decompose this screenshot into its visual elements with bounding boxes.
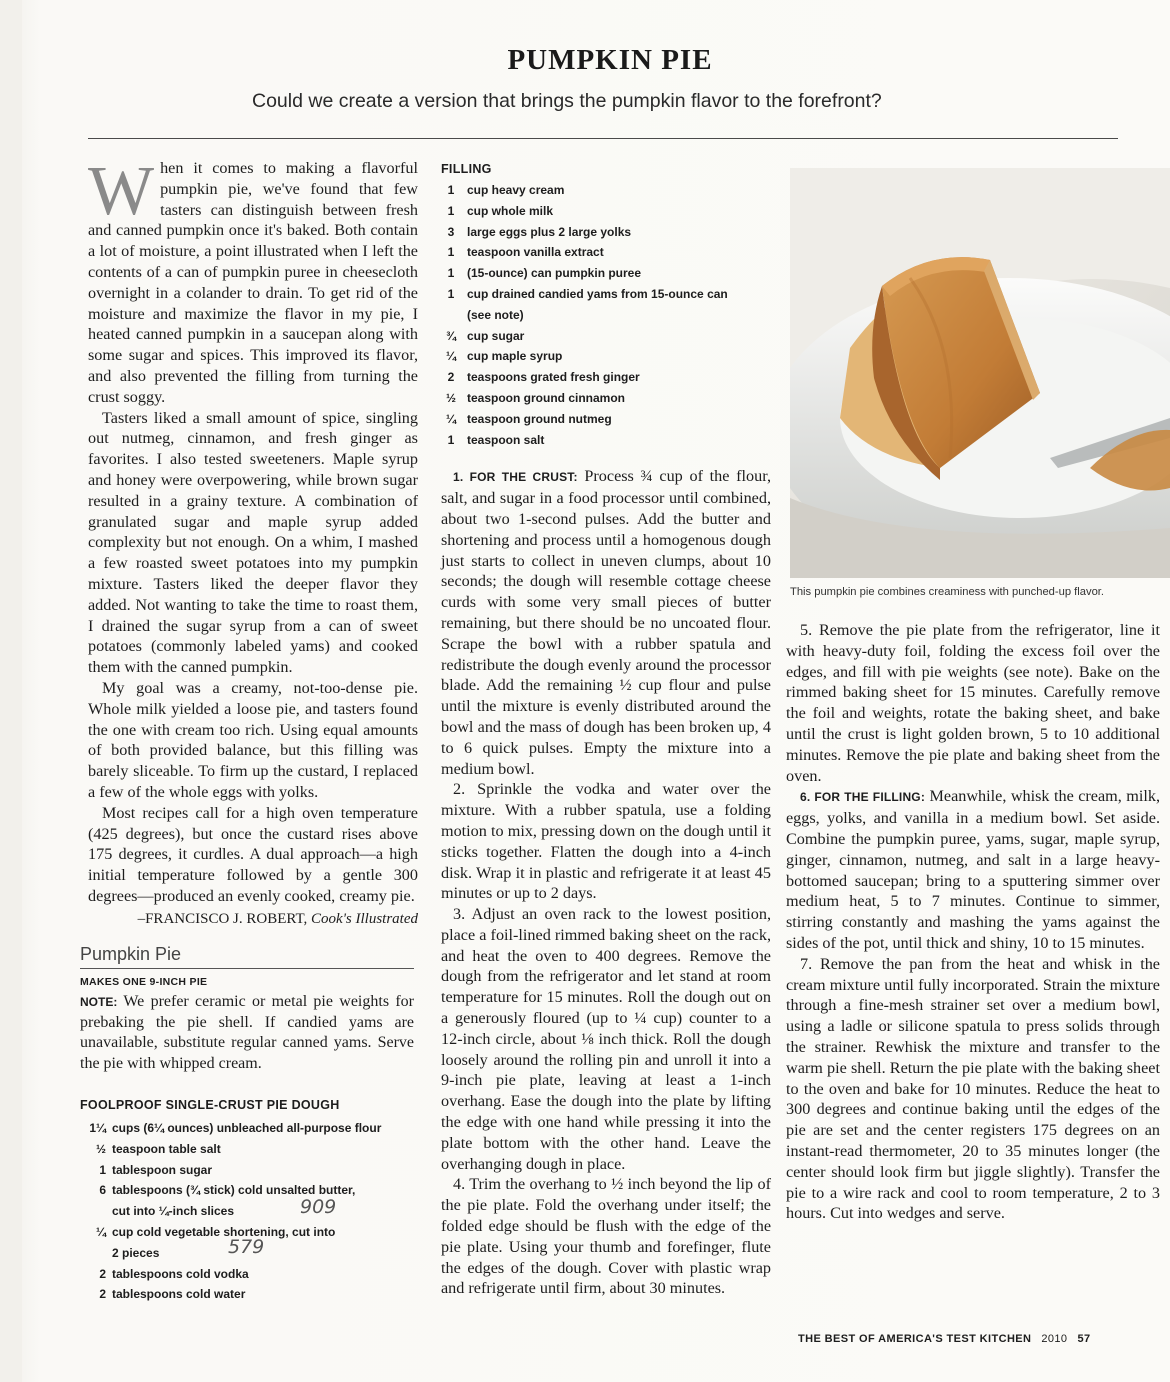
ingredient-quantity [441, 305, 467, 326]
ingredient-text: cup heavy cream [467, 183, 565, 197]
ingredient-text: cup sugar [467, 328, 525, 343]
ingredient-row [441, 326, 771, 347]
ingredient-text: teaspoon salt [467, 432, 545, 447]
filling-ingredient-list [441, 180, 771, 450]
footer-year: 2010 [1041, 1333, 1068, 1345]
ingredient-row [441, 409, 771, 430]
ingredient-row [441, 430, 771, 451]
ingredient-text: teaspoons grated fresh ginger [467, 370, 640, 385]
ingredient-quantity: 1 [99, 1162, 106, 1177]
step-7: 7. Remove the pan from the heat and whisk in the cream mixture until fully incorporated. Strain the mixture through a fine-mesh strainer set over a medium bowl, using a ladle or silicone spatula to press solids through the strainer. Rewhisk the mixture and transfer to the warm pie shell. Return the pie plate with the baking sheet to the oven and bake for 10 minutes. Reduce the heat to 300 degrees and continue baking until the edges of the pie are set and the center registers 175 degrees on an instant-read thermometer, 20 to 35 minutes longer (the center should look firm but jiggle slightly). Transfer the pie to a wire rack and cool to room temperature, 2 to 3 hours. Cut into wedges and serve. [786, 954, 1160, 1223]
step-4: 4. Trim the overhang to ½ inch beyond the lip of the pie plate. Fold the overhang under itself; the folded edge should be flush with the edge of the pie plate. Using your thumb and forefinger, flute the edges of the dough. Cover with plastic wrap and refrigerate until firm, about 30 minutes. [441, 1175, 771, 1298]
page-footer [798, 1333, 1091, 1345]
ingredient-row [441, 180, 771, 201]
ingredient-text: large eggs plus 2 large yolks [467, 224, 632, 239]
dough-ingredients [80, 1098, 420, 1305]
ingredient-quantity: 1 [447, 183, 455, 197]
ingredient-quantity: ¼ [445, 349, 456, 364]
step-6: 6. FOR THE FILLING: Meanwhile, whisk the cream, milk, eggs, yolks, and vanilla in a medium bowl. Set aside. Combine the pumpkin puree, yams, sugar, maple syrup, ginger, cinnamon, nutmeg, and salt in a large heavy-bottomed saucepan; bring to a sputtering simmer over medium heat, 5 to 7 minutes. Continue to simmer, stirring constantly and mashing the yams against the sides of the pot, until thick and shiny, 10 to 15 minutes. [786, 787, 1160, 952]
ingredient-text: teaspoon table salt [112, 1141, 221, 1156]
intro-essay [88, 153, 418, 929]
ingredient-quantity: 2 [447, 370, 455, 385]
ingredient-text: teaspoon ground nutmeg [467, 411, 612, 426]
ingredient-quantity: ¼ [445, 411, 456, 426]
recipe-note: NOTE: We prefer ceramic or metal pie weights for prebaking the pie shell. If candied yams are unavailable, substitute regular canned yams. Serve the pie with whipped cream. [80, 993, 415, 1072]
page-subtitle: Could we create a version that brings the pumpkin flavor to the forefront? [252, 90, 882, 112]
page-gutter-shadow [0, 0, 22, 1382]
ingredient-quantity [80, 1243, 112, 1264]
filling-heading: FILLING [441, 162, 492, 176]
recipe-header [80, 944, 414, 1074]
ingredient-quantity: 1¼ [89, 1121, 106, 1135]
ingredient-row [80, 1180, 420, 1201]
ingredient-row [441, 367, 771, 388]
recipe-title: Pumpkin Pie [80, 944, 414, 969]
page-number: 57 [1077, 1333, 1091, 1345]
ingredient-quantity: ½ [445, 390, 456, 405]
ingredient-text: cup maple syrup [467, 349, 563, 364]
intro-paragraph-3: My goal was a creamy, not-too-dense pie. Whole milk yielded a loose pie, and tasters found the one with cream too rich. Using equal amounts of both provided balance, but this filling was barely sliceable. To firm up the custard, I replaced a few of the whole eggs with yolks. [88, 678, 418, 801]
ingredient-text: cups (6¼ ounces) unbleached all-purpose flour [112, 1121, 382, 1135]
ingredient-text: cup drained candied yams from 15-ounce can [467, 286, 728, 301]
drop-cap: W [88, 153, 155, 230]
ingredient-quantity: 1 [447, 203, 455, 218]
step-1: 1. FOR THE CRUST: Process ¾ cup of the flour, salt, and sugar in a food processor until combined, about two 1-second pulses. Add the butter and shortening and process until a homogenous dough just starts to collect in uneven clumps, about 10 seconds; the dough will resemble cottage cheese curds with some very small pieces of butter remaining, but there should be no uncoated flour. Scrape the bowl with a rubber spatula and redistribute the dough evenly around the processor blade. Add the remaining ½ cup flour and pulse until the mixture is evenly distributed around the bowl and the mass of dough has been broken up, 4 to 6 quick pulses. Empty the mixture into a medium bowl. [441, 467, 771, 778]
dough-heading: FOOLPROOF SINGLE-CRUST PIE DOUGH [80, 1098, 340, 1112]
ingredient-text: teaspoon vanilla extract [467, 245, 604, 260]
ingredient-row [80, 1118, 420, 1139]
ingredient-quantity: 1 [447, 432, 455, 447]
ingredient-text: tablespoons cold water [112, 1287, 246, 1302]
ingredient-quantity: 1 [447, 286, 455, 301]
ingredient-row [441, 242, 771, 263]
ingredient-quantity: 2 [99, 1287, 106, 1302]
ingredient-text: cut into ¼-inch slices [112, 1204, 235, 1219]
ingredient-text: (15-ounce) can pumpkin puree [467, 266, 642, 281]
ingredient-quantity: ¼ [95, 1224, 106, 1239]
ingredient-text: tablespoons (¾ stick) cold unsalted butter, [112, 1183, 356, 1198]
ingredient-row [80, 1284, 420, 1305]
photo-caption: This pumpkin pie combines creaminess with punched-up flavor. [790, 586, 1105, 598]
right-column-steps [786, 620, 1160, 1224]
ingredient-row [441, 346, 771, 367]
ingredient-row [80, 1139, 420, 1160]
ingredient-text: tablespoons cold vodka [112, 1266, 249, 1281]
ingredient-row [80, 1201, 420, 1222]
dough-ingredient-list [80, 1118, 420, 1305]
page-title: PUMPKIN PIE [507, 44, 713, 76]
ingredient-text: 2 pieces [112, 1245, 160, 1260]
step-5: 5. Remove the pie plate from the refrigerator, line it with heavy-duty foil, folding the excess foil over the edges, and fill with pie weights (see note). Bake on the rimmed baking sheet for 15 minutes. Carefully remove the foil and weights, rotate the baking sheet, and bake until the crust is light golden brown, 5 to 10 additional minutes. Remove the pie plate and baking sheet from the oven. [786, 621, 1160, 785]
header-rule [88, 138, 1118, 139]
ingredient-quantity: ¾ [445, 328, 456, 343]
ingredient-text: (see note) [467, 307, 524, 322]
ingredient-quantity [80, 1201, 112, 1222]
ingredient-quantity: 3 [447, 224, 455, 239]
intro-paragraph-1: When it comes to making a flavorful pumpkin pie, we've found that few tasters can distinguish between fresh and canned pumpkin once it's baked. Both contain a lot of moisture, a point illustrated when I left the contents of a can of pumpkin puree in cheesecloth overnight in a colander to drain. To get rid of the moisture and maximize the flavor in my pie, I heated canned pumpkin in a saucepan along with some sugar and spices. This improved its flavor, and also prevented the filling from turning the crust soggy. [88, 153, 418, 406]
ingredient-quantity: 2 [99, 1266, 106, 1281]
recipe-steps [441, 466, 771, 1299]
ingredient-row [441, 263, 771, 284]
step-2: 2. Sprinkle the vodka and water over the mixture. With a rubber spatula, use a folding motion to mix, pressing down on the dough until it sticks together. Flatten the dough into a 4-inch disk. Wrap it in plastic and refrigerate it at least 45 minutes or up to 2 days. [441, 780, 771, 903]
ingredient-row [80, 1160, 420, 1181]
step-3: 3. Adjust an oven rack to the lowest position, place a foil-lined rimmed baking sheet on the rack, and heat the oven to 400 degrees. Remove the dough from the refrigerator and let stand at room temperature for 15 minutes. Roll the dough out on a generously floured (up to ¼ cup) counter to a 12-inch circle, about ⅛ inch thick. Roll the dough loosely around the rolling pin and unroll it into a 9-inch pie plate, leaving at least a 1-inch overhang. Ease the dough into the plate by lifting the edge with one hand while pressing it into the plate bottom with the other hand. Leave the overhanging dough in place. [441, 905, 771, 1173]
ingredient-quantity: 1 [447, 266, 455, 281]
ingredient-row [441, 222, 771, 243]
ingredient-row [441, 201, 771, 222]
ingredient-row [441, 305, 771, 326]
ingredient-text: cup cold vegetable shortening, cut into [112, 1224, 336, 1239]
ingredient-text: tablespoon sugar [112, 1162, 213, 1177]
ingredient-row [441, 388, 771, 409]
ingredient-text: teaspoon ground cinnamon [467, 390, 625, 405]
footer-book-title: THE BEST OF AMERICA'S TEST KITCHEN [798, 1333, 1032, 1345]
ingredient-quantity: 1 [447, 245, 455, 260]
byline: –FRANCISCO J. ROBERT, Cook's Illustrated [137, 910, 418, 927]
recipe-yield: MAKES ONE 9-INCH PIE [80, 976, 208, 988]
ingredient-row [80, 1264, 420, 1285]
handwritten-note-2: 579 [228, 1236, 265, 1258]
ingredient-row [441, 284, 771, 305]
ingredient-quantity: ½ [95, 1141, 106, 1156]
ingredient-quantity: 6 [99, 1183, 106, 1198]
intro-paragraph-2: Tasters liked a small amount of spice, singling out nutmeg, cinnamon, and fresh ginger as favorites. I also tested sweeteners. Maple syrup and honey were overpowering, while brown sugar resulted in a grainy texture. A combination of granulated sugar and maple syrup added complexity but not enough. On a whim, I mashed a few roasted sweet potatoes into my pumpkin mixture. Tasters liked the deeper flavor they added. Not wanting to take the time to roast them, I drained the sugar syrup from a can of sweet potatoes (commonly labeled yams) and cooked them with the canned pumpkin. [88, 408, 418, 677]
ingredient-text: cup whole milk [467, 203, 554, 218]
handwritten-note-1: 909 [300, 1196, 337, 1218]
filling-ingredients [441, 162, 771, 450]
intro-paragraph-4: Most recipes call for a high oven temperature (425 degrees), but once the custard rises above 175 degrees, it curdles. A dual approach—a high initial temperature followed by a gentle 300 degrees—produced an evenly cooked, creamy pie. [88, 803, 418, 905]
pumpkin-pie-photo [790, 168, 1170, 578]
middle-column [441, 162, 771, 1299]
